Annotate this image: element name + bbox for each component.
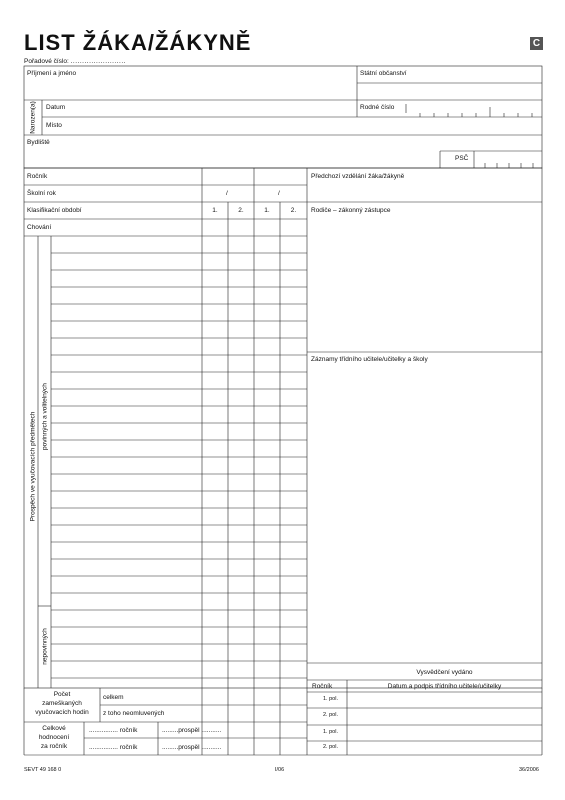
pol2-b: 2. pol. (323, 744, 338, 750)
period-2-a: 2. (238, 207, 244, 214)
poradove-dots: ........................ (70, 58, 126, 65)
pocet-label-3: vyučovacích hodin (35, 709, 89, 716)
chovani-label: Chování (27, 224, 52, 231)
pol1-a: 1. pol. (323, 696, 338, 702)
bydliste-label: Bydliště (27, 139, 50, 146)
narozen-label: Narozen(a) (29, 101, 37, 134)
vysvedceni-title: Vysvědčení vydáno (416, 669, 473, 676)
psc-label: PSČ (455, 155, 469, 162)
rodice-label: Rodiče – zákonný zástupce (311, 207, 391, 214)
rocnik-line-2: ................ ročník (89, 744, 138, 751)
celkem-label: celkem (103, 694, 124, 701)
skolni-rok-slash-2: / (278, 190, 280, 197)
prospel-line-2: .........prospěl ........... (162, 744, 222, 751)
page-title: LIST ŽÁKA/ŽÁKYNĚ (24, 30, 252, 55)
datum-label: Datum (46, 104, 66, 111)
celkove-label-3: za ročník (40, 743, 68, 750)
period-2-b: 2. (290, 207, 297, 214)
pocet-label-1: Počet (53, 691, 71, 698)
rocnik-label: Ročník (27, 173, 48, 180)
nepovinnych-label: nepovinných (41, 628, 49, 665)
footer-center: I/06 (275, 767, 285, 773)
pocet-label-2: zameškaných (42, 700, 82, 707)
prospech-label: Prospěch ve vyučovacích předmětech (29, 411, 37, 522)
neomluvenych-label: z toho neomluvených (103, 710, 165, 717)
povinnych-label: povinných a volitelných (41, 383, 49, 450)
period-1-a: 1. (212, 207, 218, 214)
vysvedceni-rocnik: Ročník (312, 683, 333, 690)
skolni-rok-slash-1: / (226, 190, 228, 197)
celkove-label-2: hodnocení (38, 734, 70, 741)
rodne-cislo-label: Rodné číslo (360, 104, 395, 111)
footer-date: 36/2006 (519, 767, 539, 773)
prospel-line-1: .........prospěl ........... (162, 727, 222, 734)
rocnik-line-1: ................ ročník (89, 727, 138, 734)
predchozi-label: Předchozí vzdělání žáka/žákyně (311, 173, 405, 180)
celkove-label-1: Celkové (42, 725, 66, 732)
prijmeni-label: Příjmení a jméno (27, 70, 77, 77)
vysvedceni-datum: Datum a podpis třídního učitele/učitelky (387, 683, 502, 690)
skolni-rok-label: Školní rok (27, 190, 56, 197)
misto-label: Místo (46, 122, 62, 129)
period-1-b: 1. (264, 207, 270, 214)
zaznamy-label: Záznamy třídního učitele/učitelky a školy (311, 356, 428, 363)
pol2-a: 2. pol. (323, 712, 338, 718)
poradove-label: Pořadové číslo: (24, 58, 69, 65)
form-type-badge: C (530, 37, 543, 50)
klasifikacni-label: Klasifikační období (27, 207, 82, 214)
footer-code: SEVT 49 168 0 (24, 767, 62, 773)
statni-obcanstvi-label: Státní občanství (360, 70, 407, 77)
pol1-b: 1. pol. (323, 729, 338, 735)
